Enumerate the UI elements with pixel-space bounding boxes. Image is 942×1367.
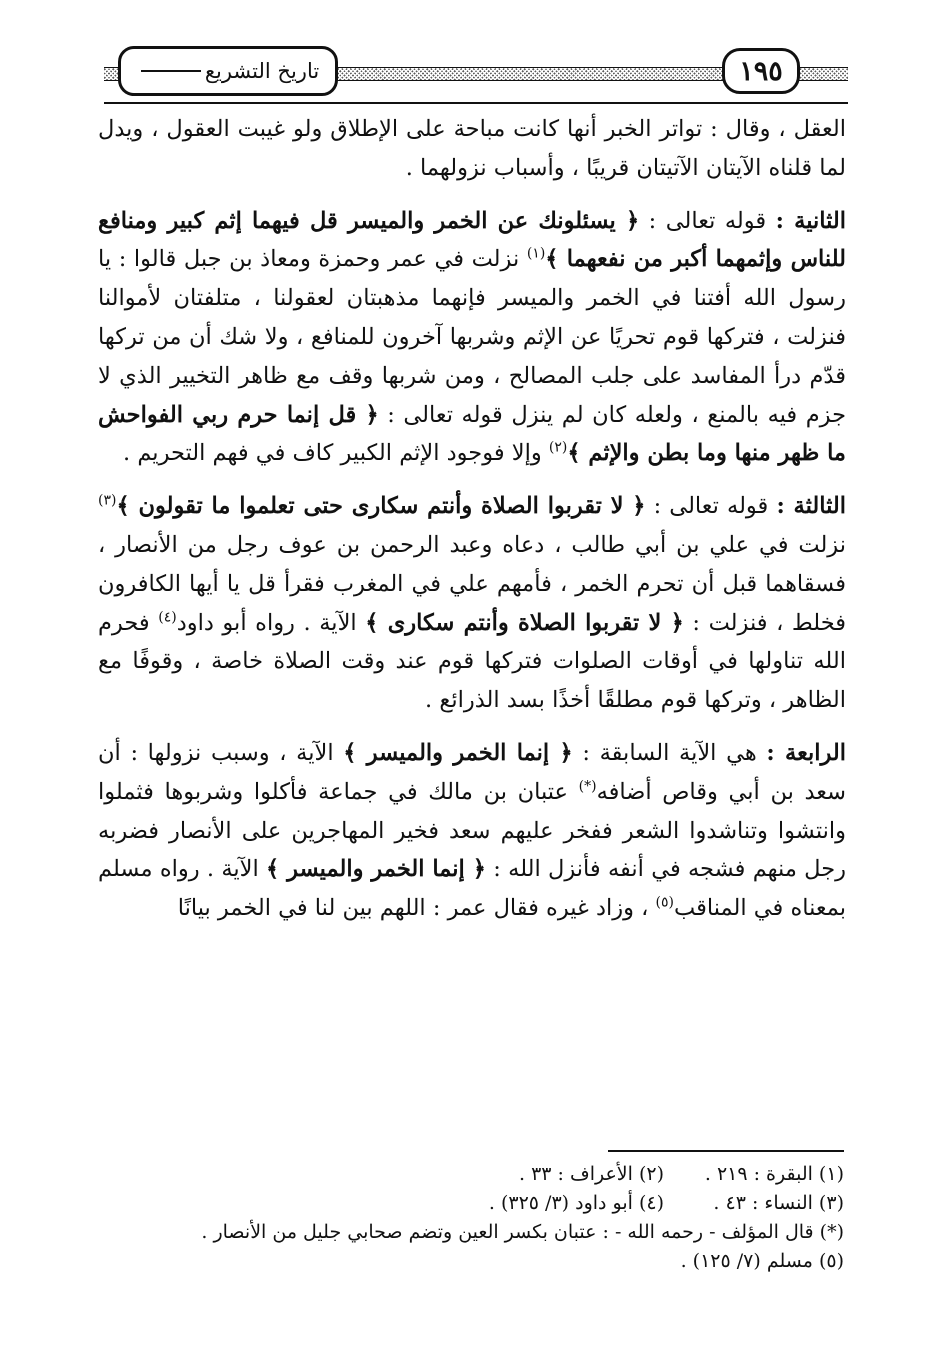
running-title-box: [118, 46, 338, 96]
paragraph-text: وإلا فوجود الإثم الكبير كاف في فهم التحريم .: [123, 440, 549, 467]
footnote-1: (١) البقرة : ٢١٩ .: [704, 1163, 844, 1185]
paragraph-text: العقل ، وقال : تواتر الخبر أنها كانت مباحة على الإطلاق ولو غيبت العقول ، ويدل لما قلناه الآيتان الآتيتان قريبًا ، وأسباب نزولهما .: [98, 116, 846, 181]
paragraph-text: قوله تعالى :: [639, 207, 776, 234]
paragraph-text: هي الآية السابقة :: [572, 739, 767, 766]
paragraph-intro: [98, 110, 846, 188]
footnote-4: (٤) أبو داود (٣/ ٣٢٥) .: [488, 1192, 664, 1214]
paragraph-label: الثالثة :: [776, 493, 846, 520]
footnote-row: [98, 1189, 844, 1218]
footnote-5: (٥) مسلم (٧/ ١٢٥) .: [680, 1250, 844, 1272]
footnote-3: (٣) النساء : ٤٣ .: [713, 1192, 844, 1214]
quran-quote: ﴿ يسئلونك عن الخمر والميسر قل فيهما إثم كبير ومنافع للناس وإثمهما أكبر من نفعهما ﴾: [98, 207, 846, 273]
paragraph-fourth: [98, 734, 846, 928]
paragraph-text: عتبان بن مالك في جماعة فأكلوا وشربوها فثملوا وانتشوا وتناشدوا الشعر ففخر عليهم سعد فخير المهاجرين على الأنصار فضربه رجل منهم فشجه في أنفه فأنزل الله :: [98, 778, 846, 883]
footnote-row: [98, 1160, 844, 1189]
paragraph-text: نزلت في عمر وحمزة ومعاذ بن جبل قالوا : يا رسول الله أفتنا في الخمر والميسر فإنهما مذهبتان لعقولنا ، متلفتان لأموالنا فنزلت ، فتركها قوم تحريًا عن الإثم وشربها آخرون للمنافع ، ولا شك أن من تركها قدّم درأ المفاسد على جلب المصالح ، ومن شربها وقف مع ظاهر التخيير الذي لا جزم فيه بالمنع ، ولعله كان لم ينزل قوله تعالى :: [98, 246, 846, 428]
footnote-separator: [608, 1150, 844, 1152]
paragraph-text: قوله تعالى :: [645, 493, 777, 520]
quran-quote: ﴿ لا تقربوا الصلاة وأنتم سكارى ﴾: [365, 609, 684, 636]
paragraph-text: الآية . رواه أبو داود: [176, 609, 366, 636]
quran-quote: ﴿ إنما الخمر والميسر ﴾: [343, 739, 573, 766]
quran-quote: ﴿ لا تقربوا الصلاة وأنتم سكارى حتى تعلموا ما تقولون ﴾: [116, 493, 646, 520]
paragraph-text: الآية ، وسبب نزولها : أن سعد بن أبي وقاص أضافه: [98, 739, 846, 805]
paragraph-second: [98, 202, 846, 474]
footnote-star: (*) قال المؤلف - رحمه الله - : عتبان بكسر العين وتضم صحابي جليل من الأنصار .: [201, 1221, 844, 1243]
paragraph-text: نزلت في علي بن أبي طالب ، دعاه وعبد الرحمن بن عوف رجل من الأنصار ، فسقاهما قبل أن تحرم الخمر ، فأمهم علي في المغرب فقرأ قل يا أيها الكافرون فخلط ، فنزلت :: [98, 531, 847, 636]
footnote-ref: (٢): [548, 439, 568, 456]
quran-quote: ﴿ إنما الخمر والميسر ﴾: [266, 856, 486, 883]
footnote-ref: (٤): [158, 609, 177, 626]
paragraph-third: [98, 487, 846, 720]
footnote-ref: (٥): [655, 894, 675, 911]
header-rule: [104, 102, 848, 104]
main-text: [98, 110, 846, 942]
page-number: ١٩٥: [722, 48, 800, 94]
running-title: تاريخ التشريع: [204, 59, 320, 83]
footnote-ref: (١): [526, 245, 546, 262]
paragraph-label: الثانية :: [775, 207, 846, 234]
paragraph-text: ، وزاد غيره فقال عمر : اللهم بين لنا في الخمر بيانًا: [177, 895, 656, 922]
quran-quote: ﴿ قل إنما حرم ربي الفواحش ما ظهر منها وما بطن والإثم ﴾: [98, 401, 846, 467]
footnotes: [98, 1160, 844, 1276]
title-flourish: [141, 70, 201, 72]
running-header: [104, 40, 848, 106]
footnote-ref: (٣): [98, 492, 117, 509]
footnote-ref: (*): [578, 778, 597, 795]
paragraph-label: الرابعة :: [766, 739, 846, 766]
paragraph-text: الآية . رواه مسلم بمعناه في المناقب: [98, 856, 846, 922]
footnote-2: (٢) الأعراف : ٣٣ .: [519, 1163, 664, 1185]
paragraph-text: فحرم الله تناولها في أوقات الصلوات فتركها قوم عند وقت الصلاة خاصة ، وقوفًا مع الظاهر ، وتركها قوم مطلقًا أخذًا بسد الذرائع .: [98, 609, 846, 714]
